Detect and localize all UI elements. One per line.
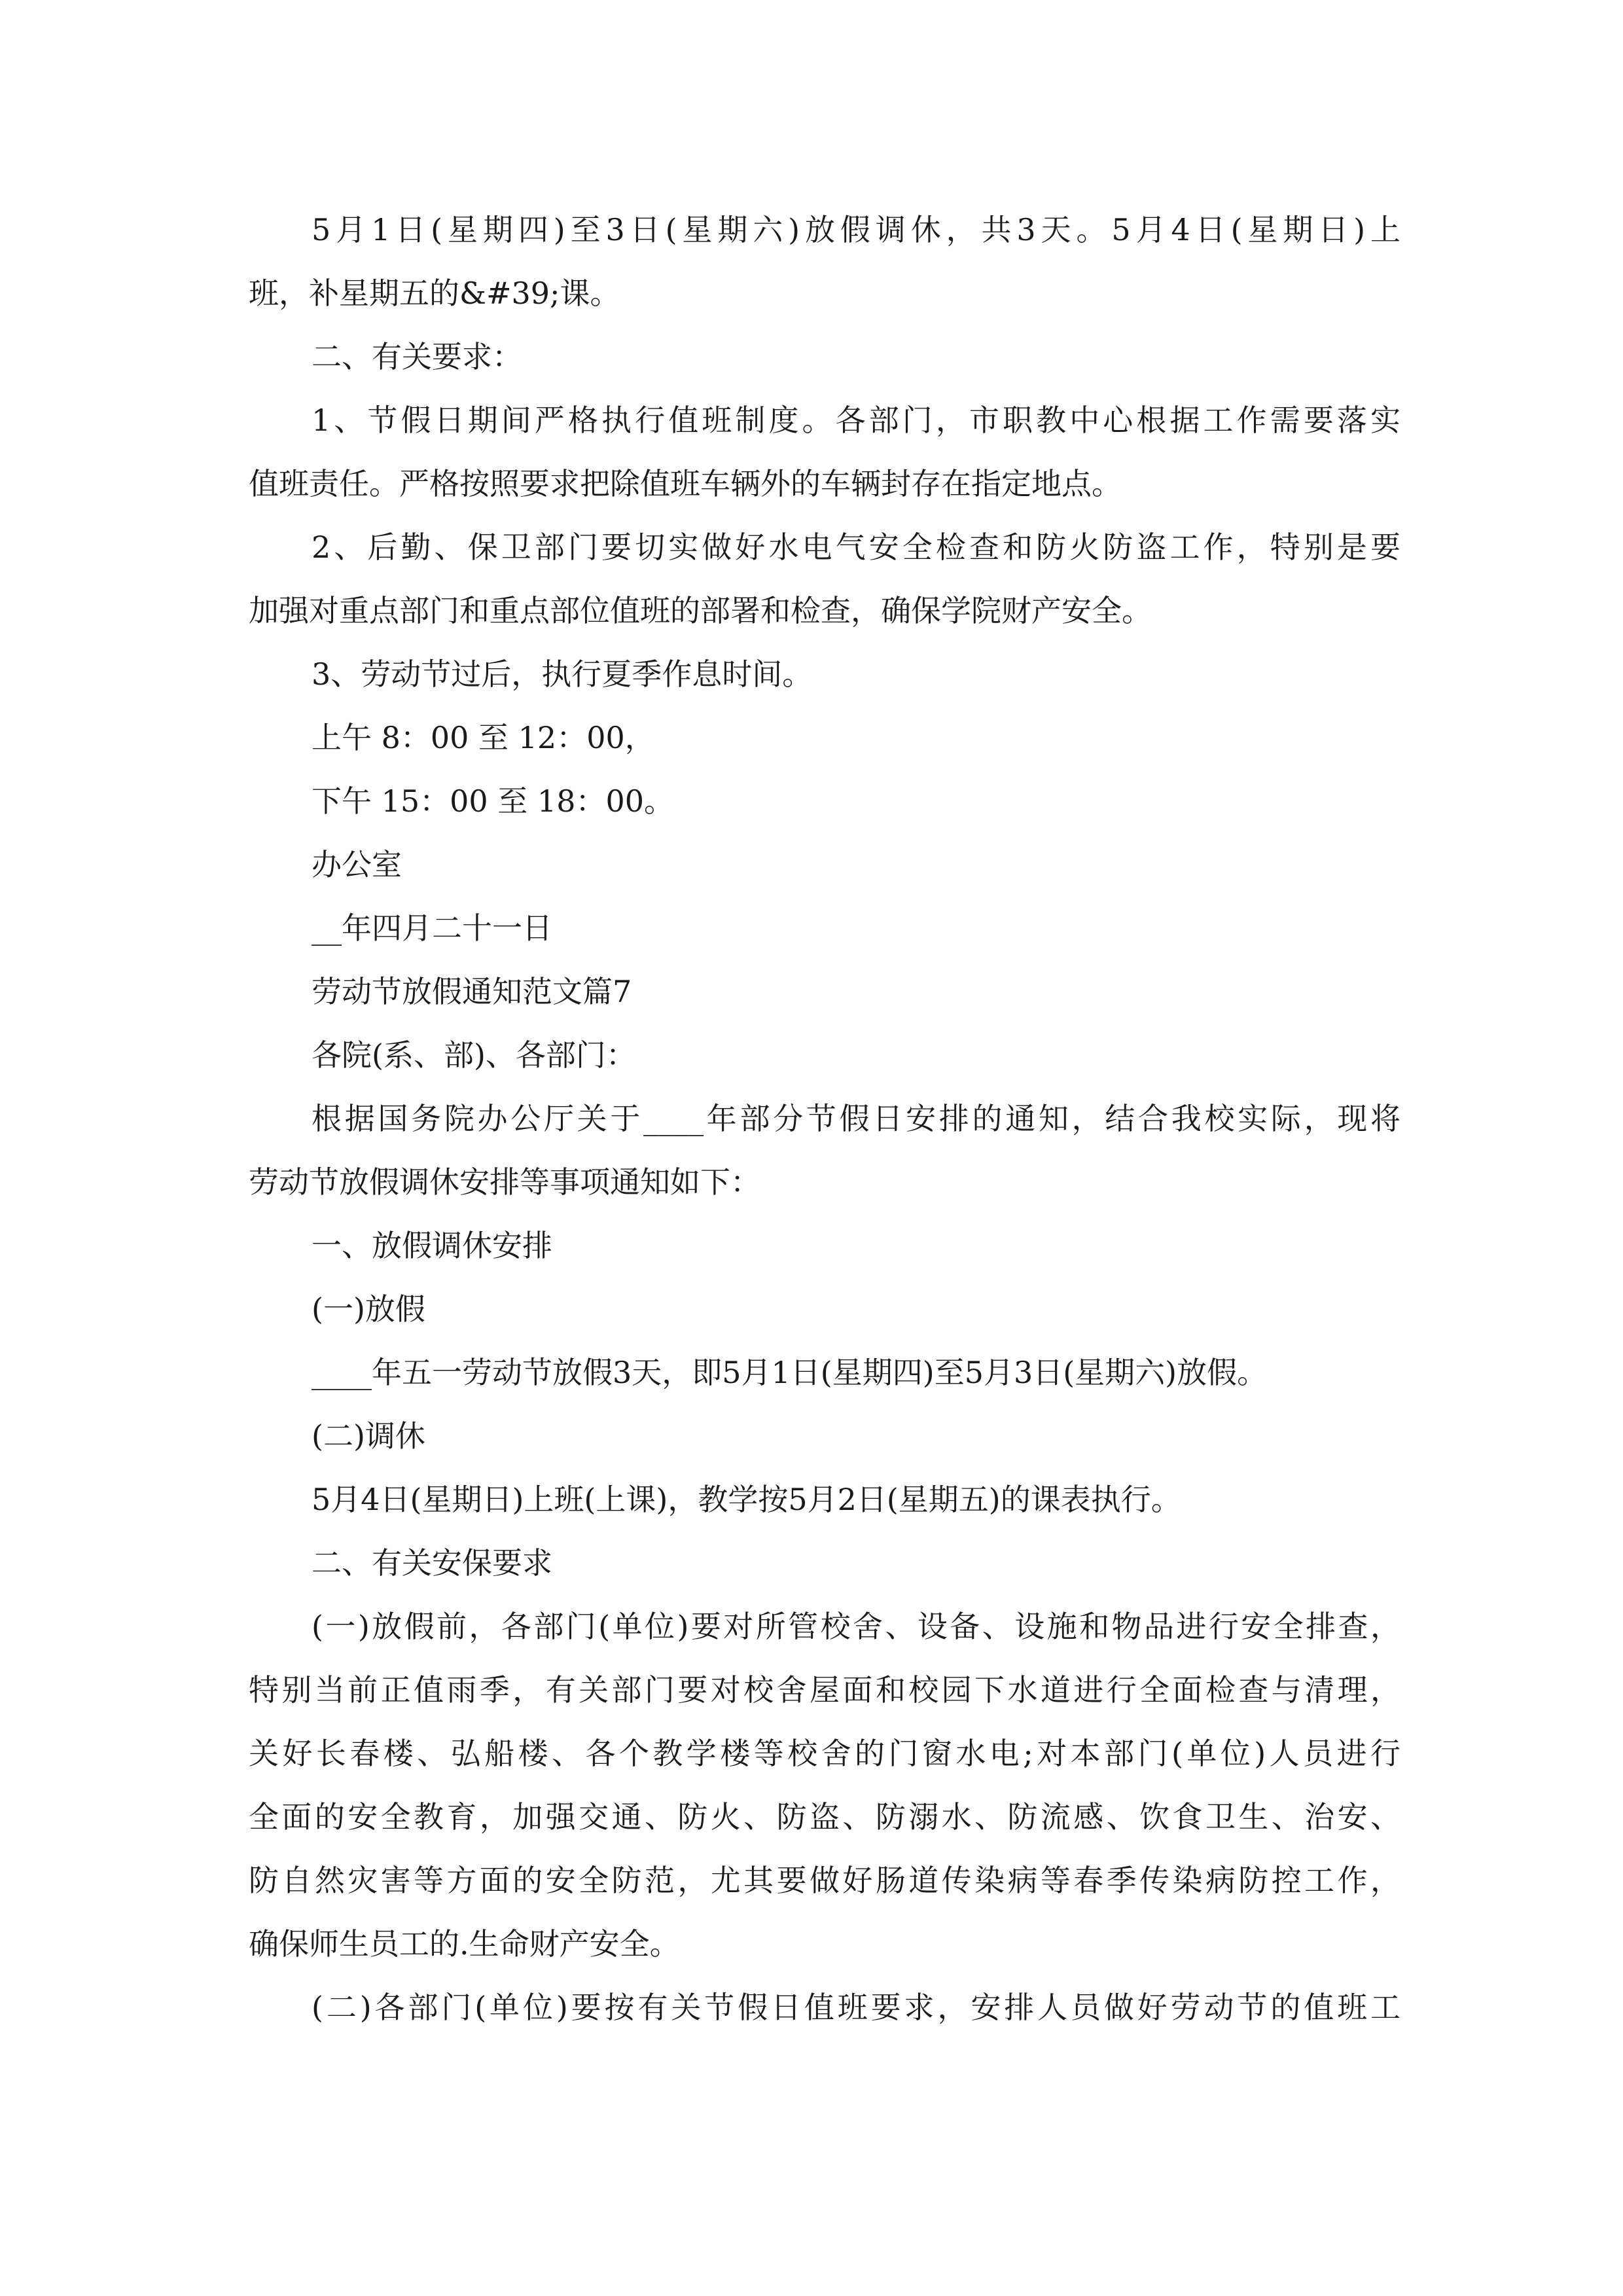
salutation: 各院(系、部)、各部门：: [312, 1037, 636, 1073]
paragraph-line: (二)各部门(单位)要按有关节假日值班要求，安排人员做好劳动节的值班工: [312, 1990, 1400, 2025]
subsection-heading: (一)放假: [312, 1291, 425, 1327]
section-heading: 二、有关要求：: [312, 339, 522, 374]
paragraph-line: 5月1日(星期四)至3日(星期六)放假调休，共3天。5月4日(星期日)上: [312, 212, 1400, 247]
paragraph-line: 根据国务院办公厅关于____年部分节假日安排的通知，结合我校实际，现将: [312, 1101, 1400, 1136]
paragraph-line: 3、劳动节过后，执行夏季作息时间。: [312, 656, 813, 692]
schedule-line: 下午 15：00 至 18：00。: [312, 783, 674, 819]
signature-date: __年四月二十一日: [312, 910, 552, 946]
signature-office: 办公室: [312, 847, 402, 882]
paragraph-line: 5月4日(星期日)上班(上课)，教学按5月2日(星期五)的课表执行。: [312, 1482, 1181, 1517]
section-heading: 二、有关安保要求: [312, 1545, 552, 1581]
paragraph-line: 值班责任。严格按照要求把除值班车辆外的车辆封存在指定地点。: [249, 466, 1122, 501]
paragraph-line: 加强对重点部门和重点部位值班的部署和检查，确保学院财产安全。: [249, 593, 1152, 628]
paragraph-line: (一)放假前，各部门(单位)要对所管校舍、设备、设施和物品进行安全排查，: [312, 1609, 1400, 1644]
paragraph-line: 确保师生员工的.生命财产安全。: [249, 1926, 680, 1962]
schedule-line: 上午 8：00 至 12：00，: [312, 720, 655, 755]
section-heading: 一、放假调休安排: [312, 1228, 552, 1263]
subsection-heading: (二)调休: [312, 1418, 425, 1454]
paragraph-line: 2、后勤、保卫部门要切实做好水电气安全检查和防火防盗工作，特别是要: [312, 529, 1400, 565]
paragraph-line: 班，补星期五的&#39;课。: [249, 276, 620, 311]
paragraph-line: 劳动节放假调休安排等事项通知如下：: [249, 1164, 760, 1200]
paragraph-line: 全面的安全教育，加强交通、防火、防盗、防溺水、防流感、饮食卫生、治安、: [249, 1799, 1400, 1835]
paragraph-line: 特别当前正值雨季，有关部门要对校舍屋面和校园下水道进行全面检查与清理，: [249, 1672, 1400, 1708]
paragraph-line: 关好长春楼、弘船楼、各个教学楼等校舍的门窗水电;对本部门(单位)人员进行: [249, 1736, 1400, 1771]
paragraph-line: ____年五一劳动节放假3天，即5月1日(星期四)至5月3日(星期六)放假。: [312, 1355, 1268, 1390]
paragraph-line: 防自然灾害等方面的安全防范，尤其要做好肠道传染病等春季传染病防控工作，: [249, 1863, 1400, 1898]
document-title: 劳动节放假通知范文篇7: [312, 974, 632, 1009]
paragraph-line: 1、节假日期间严格执行值班制度。各部门，市职教中心根据工作需要落实: [312, 403, 1400, 438]
